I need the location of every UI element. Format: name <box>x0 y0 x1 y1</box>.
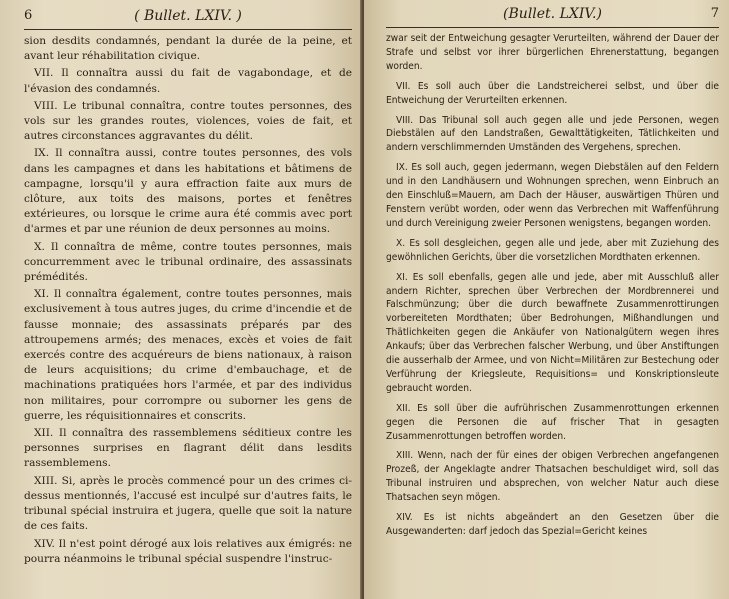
left-page-number: 6 <box>24 8 33 23</box>
left-paragraph: XIII. Si, après le procès commencé pour un des crimes ci-dessus mentionnés, l'accusé est inculpé sur d'autres faits, le tribunal spécial instruira et jugera, quelle que soit la nature de ces faits. <box>24 474 352 533</box>
right-paragraph: XIII. Wenn, nach der für eines der obigen Verbrechen angefangenen Prozeß, der Angeklagte andrer Thatsachen beschuldiget wird, soll das Tribunal instruiren und absprechen, von welcher Natur auch diese Thatsachen seyn mögen. <box>386 450 719 504</box>
right-paragraph: X. Es soll desgleichen, gegen alle und jede, aber mit Zuziehung des gewöhnlichen Gerichts, über die vorsetzlichen Mordthaten erkennen. <box>386 237 719 263</box>
right-header-rule <box>386 27 719 28</box>
right-paragraph: XIV. Es ist nichts abgeändert an den Gesetzen über die Ausgewanderten: darf jedoch das Spezial=Gericht keines <box>386 512 719 537</box>
right-page-header <box>386 6 719 26</box>
right-paragraph: XII. Es soll über die aufrührischen Zusammenrottungen erkennen gegen die Personen die auf frischer That in gesagten Zusammenrottungen betroffen worden. <box>386 402 719 442</box>
right-paragraph: XI. Es soll ebenfalls, gegen alle und jede, aber mit Ausschluß aller andern Richter, sprechen über Verbrechen der Mordbrennerei und Falschmünzung; über die durch bewaffnete Zusammenrottirungen vorbereiteten Mordthaten; über Bedrohungen, Mißhandlungen und Thätlichkeiten gegen die Ankäufer von Nationalgütern wegen ihres Ankaufs; über das Verbrechen falscher Werbung, und über Anstiftungen die ausserhalb der Armee, und von Nicht=Militären zur Bestechung oder Verführung der Kriegsleute, Requisitions= und Konskriptionsleute gebraucht worden. <box>386 271 719 394</box>
left-page <box>0 0 362 599</box>
right-paragraph: IX. Es soll auch, gegen jedermann, wegen Diebstälen auf den Feldern und in den Landhäusern und Wohnungen sprechen, wenn Einbruch an den Einschluß=Mauern, am Dach der Häuser, auswärtigen Thüren und Fenstern verübt worden, oder wenn das Verbrechen mit Waffenführung und durch Vereinigung zweier Personen wenigstens, begangen worden. <box>386 162 719 229</box>
left-running-head: ( Bullet. LXIV. ) <box>134 8 242 24</box>
left-page-header <box>24 8 352 28</box>
left-paragraph: XIV. Il n'est point dérogé aux lois relatives aux émigrés: ne pourra néanmoins le tribunal spécial suspendre l'instruc- <box>24 537 352 565</box>
left-paragraph: X. Il connaîtra de même, contre toutes personnes, mais concurremment avec le tribunal ordinaire, des assassinats prémédités. <box>24 240 352 284</box>
left-paragraph: IX. Il connaîtra aussi, contre toutes personnes, des vols dans les campagnes et dans les habitations et bâtimens de campagne, lorsqu'il y aura effraction faite aux murs de clôture, aux toits des maisons, portes et fenêtres extérieures, ou lorsque le crime aura été commis avec port d'armes et par une réunion de deux personnes au moins. <box>24 147 352 236</box>
left-paragraph: XII. Il connaîtra des rassemblemens séditieux contre les personnes surprises en flagrant délit dans lesdits rassemblemens. <box>24 427 352 470</box>
right-running-head: (Bullet. LXIV.) <box>503 6 602 22</box>
left-paragraph: XI. Il connaîtra également, contre toutes personnes, mais exclusivement à tous autres juges, du crime d'incendie et de fausse monnaie; des assassinats préparés par des attroupemens armés; des menaces, excès et voies de fait exercés contre des acquéreurs de biens nationaux, à raison de leurs acquisitions; du crime d'embauchage, et de machinations pratiquées hors l'armée, et par des individus non militaires, pour corrompre ou suborner les gens de guerre, les réquisitionnaires et conscrits. <box>24 288 352 422</box>
right-page-number: 7 <box>710 6 719 21</box>
left-paragraph: VII. Il connaîtra aussi du fait de vagabondage, et de l'évasion des condamnés. <box>24 67 352 95</box>
left-paragraph: VIII. Le tribunal connaîtra, contre toutes personnes, des vols sur les grandes routes, violences, voies de fait, et autres circonstances aggravantes du délit. <box>24 99 352 143</box>
right-paragraph: VIII. Das Tribunal soll auch gegen alle und jede Personen, wegen Diebstälen auf den Landstraßen, Gewalttätigkeiten, Tätlichkeiten und andern verschlimmernden Umständen des Vergehens, sprechen. <box>386 114 719 154</box>
right-paragraph: zwar seit der Entweichung gesagter Verurteilten, während der Dauer der Strafe und selbst vor ihrer bürgerlichen Ehrenerstattung, begangen worden. <box>386 33 719 72</box>
right-page <box>364 0 729 599</box>
left-paragraph: sion desdits condamnés, pendant la durée de la peine, et avant leur réhabilitation civique. <box>24 35 352 63</box>
right-paragraph: VII. Es soll auch über die Landstreicherei selbst, und über die Entweichung der Verurteilten erkennen. <box>386 80 719 106</box>
left-header-rule <box>24 29 352 30</box>
